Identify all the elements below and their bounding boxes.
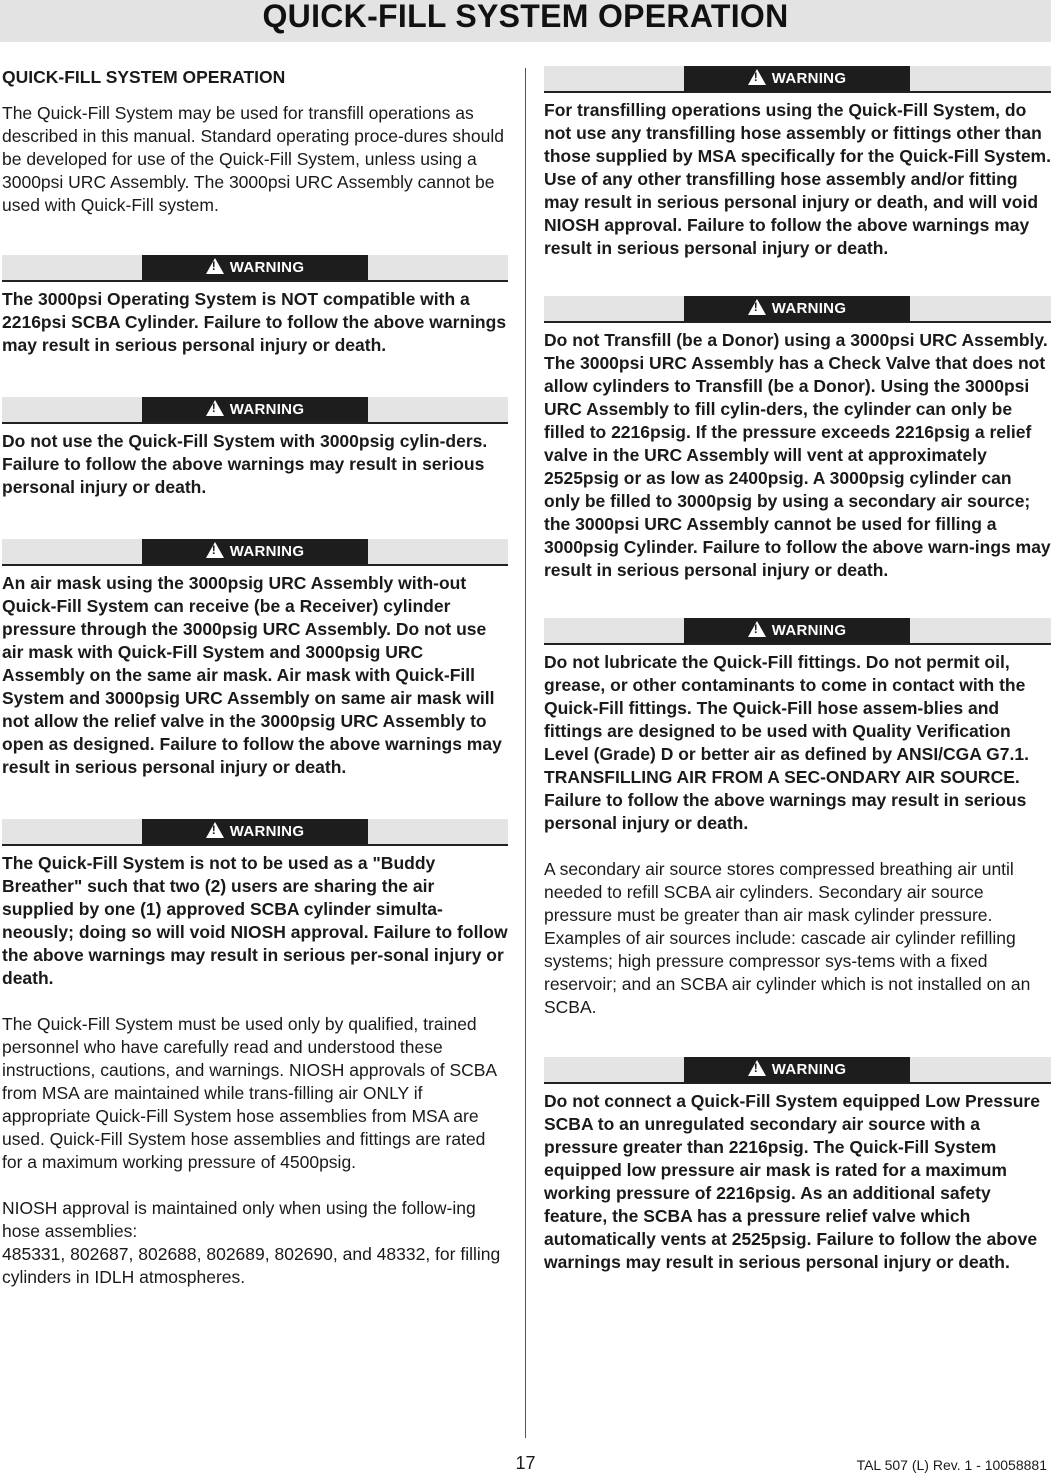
- secondary-air-source-paragraph: A secondary air source stores compressed breathing air until needed to refill SCBA air cylinders. Secondary air source pressure must be greater than air mask cylinder pressure. Examples of air sources include: cascade air cylinder refilling systems; high pressure compressor sys-tems with a fixed reservoir; and an SCBA air cylinder which is not installed on an SCBA.: [544, 859, 1031, 1017]
- warning-text: Do not Transfill (be a Donor) using a 3000psi URC Assembly. The 3000psi URC Assembly has a Check Valve that does not allow cylinders to Transfill (be a Donor). Using the 3000psi URC Assembly to fill cylin-ders, the cylinder can only be filled to 2216psig. If the pressure exceeds 2216psig a relief valve in the URC Assembly will vent at approximately 2525psig or as low as 2400psig. A 3000psig cylinder can only be filled to 3000psig by using a secondary air source; the 3000psi URC Assembly cannot be used for filling a 3000psig Cylinder. Failure to follow the above warn-ings may result in serious personal injury or death.: [544, 330, 1051, 580]
- warning-triangle-icon: [206, 400, 224, 416]
- warning-label: !WARNING: [684, 296, 910, 321]
- warning-text: For transfilling operations using the Quick-Fill System, do not use any transfilling hose assembly or fittings other than those supplied by MSA specifically for the Quick-Fill System. Use of any other transfilling hose assembly and/or fitting may result in serious personal injury or death, and will void NIOSH approval. Failure to follow the above warnings may result in serious personal injury or death.: [544, 100, 1051, 258]
- warning-bar: [544, 296, 1051, 323]
- warning-triangle-icon: [206, 822, 224, 838]
- warning-text: An air mask using the 3000psig URC Assembly with-out Quick-Fill System can receive (be a Receiver) cylinder pressure through the 3000psig URC Assembly. Do not use air mask with Quick-Fill System and 3000psig URC Assembly on the same air mask. Air mask with Quick-Fill System and 3000psig URC Assembly on same air mask will not allow the relief valve in the 3000psig URC Assembly to open as designed. Failure to follow the above warnings may result in serious personal injury or death.: [2, 573, 502, 777]
- qualified-personnel-paragraph: The Quick-Fill System must be used only by qualified, trained personnel who have carefully read and understood these instructions, cautions, and warnings. NIOSH approvals of SCBA from MSA are maintained while trans-filling air ONLY if appropriate Quick-Fill System hose assemblies from MSA are used. Quick-Fill System hose assemblies and fittings are rated for a maximum working pressure of 4500psig.: [2, 1014, 497, 1172]
- niosh-paragraph: NIOSH approval is maintained only when using the follow-ing hose assemblies:: [2, 1198, 476, 1241]
- warning-block-2: [2, 397, 508, 499]
- warning-label: !WARNING: [684, 66, 910, 91]
- warning-label: !WARNING: [142, 255, 368, 280]
- warning-bar: [2, 255, 508, 282]
- warning-block-8: [544, 1057, 1051, 1274]
- warning-text: The 3000psi Operating System is NOT compatible with a 2216psi SCBA Cylinder. Failure to follow the above warnings may result in serious personal injury or death.: [2, 289, 507, 355]
- warning-label: !WARNING: [142, 397, 368, 422]
- warning-bar: [544, 1057, 1051, 1084]
- warning-bar: [544, 66, 1051, 93]
- warning-bar: [2, 819, 508, 846]
- warning-triangle-icon: [206, 542, 224, 558]
- warning-bar: [544, 618, 1051, 645]
- warning-text: The Quick-Fill System is not to be used as a "Buddy Breather" such that two (2) users are sharing the air supplied by one (1) approved SCBA cylinder simulta-neously; doing so will void NIOSH approval. Failure to follow the above warnings may result in serious per-sonal injury or death.: [2, 853, 508, 988]
- page-title: QUICK-FILL SYSTEM OPERATION: [262, 0, 789, 34]
- page-number: 17: [515, 1453, 536, 1473]
- warning-triangle-icon: [748, 69, 766, 85]
- warning-label: !WARNING: [142, 819, 368, 844]
- warning-text: Do not use the Quick-Fill System with 3000psig cylin-ders. Failure to follow the above warnings may result in serious personal injury or death.: [2, 431, 488, 497]
- hose-assembly-list: 485331, 802687, 802688, 802689, 802690, and 48332, for filling cylinders in IDLH atmospheres.: [2, 1244, 501, 1287]
- warning-triangle-icon: [748, 1060, 766, 1076]
- section-heading: QUICK-FILL SYSTEM OPERATION: [2, 67, 286, 87]
- document-id: TAL 507 (L) Rev. 1 - 10058881: [856, 1457, 1047, 1473]
- warning-label: !WARNING: [684, 1057, 910, 1082]
- warning-block-4: [2, 819, 508, 990]
- warning-block-7: [544, 618, 1051, 835]
- left-column: [2, 66, 508, 1289]
- right-column: [544, 66, 1051, 1274]
- intro-paragraph: The Quick-Fill System may be used for transfill operations as described in this manual. Standard operating proce-dures should be developed for use of the Quick-Fill System, unless using a 3000psi URC Assembly. The 3000psi URC Assembly cannot be used with Quick-Fill system.: [2, 103, 504, 215]
- warning-block-6: [544, 296, 1051, 582]
- warning-label: !WARNING: [684, 618, 910, 643]
- warning-block-3: [2, 539, 508, 779]
- page-header-band: [0, 0, 1051, 42]
- warning-bar: [2, 539, 508, 566]
- column-divider: [525, 68, 526, 1438]
- warning-label: !WARNING: [142, 539, 368, 564]
- warning-bar: [2, 397, 508, 424]
- warning-block-5: [544, 66, 1051, 260]
- warning-triangle-icon: [206, 258, 224, 274]
- warning-triangle-icon: [748, 299, 766, 315]
- warning-text: Do not connect a Quick-Fill System equipped Low Pressure SCBA to an unregulated secondary air source with a pressure greater than 2216psig. The Quick-Fill System equipped low pressure air mask is rated for a maximum working pressure of 2216psig. As an additional safety feature, the SCBA has a pressure relief valve which automatically vents at 2525psig. Failure to follow the above warnings may result in serious personal injury or death.: [544, 1091, 1040, 1272]
- warning-block-1: [2, 255, 508, 357]
- warning-text: Do not lubricate the Quick-Fill fittings. Do not permit oil, grease, or other contaminants to come in contact with the Quick-Fill fittings. The Quick-Fill hose assem-blies and fittings are designed to be used with Quality Verification Level (Grade) D or better air as defined by ANSI/CGA G7.1. TRANSFILLING AIR FROM A SEC-ONDARY AIR SOURCE. Failure to follow the above warnings may result in serious personal injury or death.: [544, 652, 1029, 833]
- warning-triangle-icon: [748, 621, 766, 637]
